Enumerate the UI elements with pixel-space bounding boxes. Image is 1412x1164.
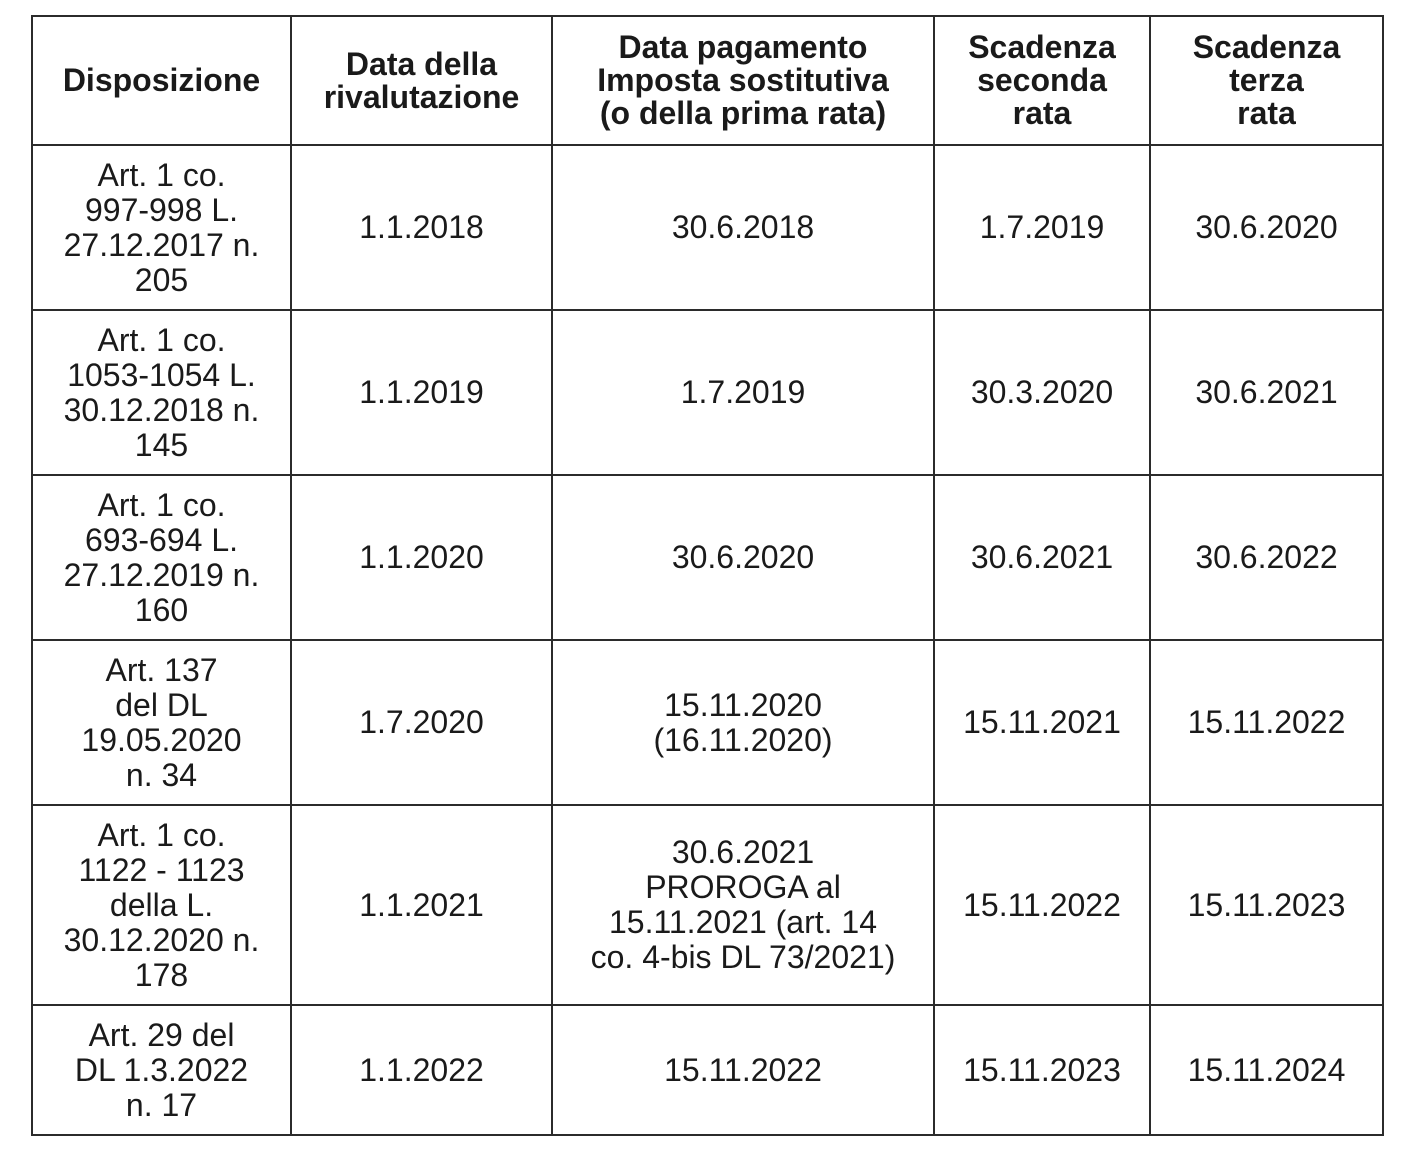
cell-disposizione: Art. 1 co. 1122 - 1123 della L. 30.12.2020 n. 178	[32, 805, 291, 1005]
table-row	[32, 310, 1383, 475]
cell-disposizione: Art. 137 del DL 19.05.2020 n. 34	[32, 640, 291, 805]
cell-terza-rata: 30.6.2022	[1150, 475, 1383, 640]
cell-seconda-rata: 15.11.2023	[934, 1005, 1150, 1135]
cell-data-rivalutazione: 1.1.2022	[291, 1005, 552, 1135]
cell-data-pagamento: 30.6.2021 PROROGA al 15.11.2021 (art. 14 co. 4-bis DL 73/2021)	[552, 805, 934, 1005]
cell-data-rivalutazione: 1.1.2019	[291, 310, 552, 475]
cell-data-rivalutazione: 1.1.2018	[291, 145, 552, 310]
table-row	[32, 475, 1383, 640]
table-body	[32, 145, 1383, 1135]
header-data-rivalutazione: Data della rivalutazione	[291, 16, 552, 145]
cell-seconda-rata: 15.11.2021	[934, 640, 1150, 805]
cell-data-pagamento: 15.11.2022	[552, 1005, 934, 1135]
cell-terza-rata: 15.11.2022	[1150, 640, 1383, 805]
cell-disposizione: Art. 1 co. 997-998 L. 27.12.2017 n. 205	[32, 145, 291, 310]
cell-data-rivalutazione: 1.1.2020	[291, 475, 552, 640]
table-row	[32, 805, 1383, 1005]
cell-seconda-rata: 30.6.2021	[934, 475, 1150, 640]
deadlines-table	[31, 15, 1384, 1136]
cell-data-rivalutazione: 1.1.2021	[291, 805, 552, 1005]
cell-disposizione: Art. 1 co. 693-694 L. 27.12.2019 n. 160	[32, 475, 291, 640]
cell-terza-rata: 30.6.2021	[1150, 310, 1383, 475]
cell-data-rivalutazione: 1.7.2020	[291, 640, 552, 805]
cell-seconda-rata: 15.11.2022	[934, 805, 1150, 1005]
header-disposizione: Disposizione	[32, 16, 291, 145]
header-row	[32, 16, 1383, 145]
cell-data-pagamento: 15.11.2020 (16.11.2020)	[552, 640, 934, 805]
header-scadenza-seconda-rata: Scadenza seconda rata	[934, 16, 1150, 145]
header-data-pagamento: Data pagamento Imposta sostitutiva (o della prima rata)	[552, 16, 934, 145]
table-row	[32, 640, 1383, 805]
table-header	[32, 16, 1383, 145]
header-scadenza-terza-rata: Scadenza terza rata	[1150, 16, 1383, 145]
cell-terza-rata: 30.6.2020	[1150, 145, 1383, 310]
cell-seconda-rata: 30.3.2020	[934, 310, 1150, 475]
table-row	[32, 1005, 1383, 1135]
table-row	[32, 145, 1383, 310]
cell-seconda-rata: 1.7.2019	[934, 145, 1150, 310]
cell-terza-rata: 15.11.2023	[1150, 805, 1383, 1005]
cell-data-pagamento: 30.6.2020	[552, 475, 934, 640]
cell-disposizione: Art. 29 del DL 1.3.2022 n. 17	[32, 1005, 291, 1135]
cell-data-pagamento: 1.7.2019	[552, 310, 934, 475]
cell-data-pagamento: 30.6.2018	[552, 145, 934, 310]
cell-terza-rata: 15.11.2024	[1150, 1005, 1383, 1135]
cell-disposizione: Art. 1 co. 1053-1054 L. 30.12.2018 n. 145	[32, 310, 291, 475]
